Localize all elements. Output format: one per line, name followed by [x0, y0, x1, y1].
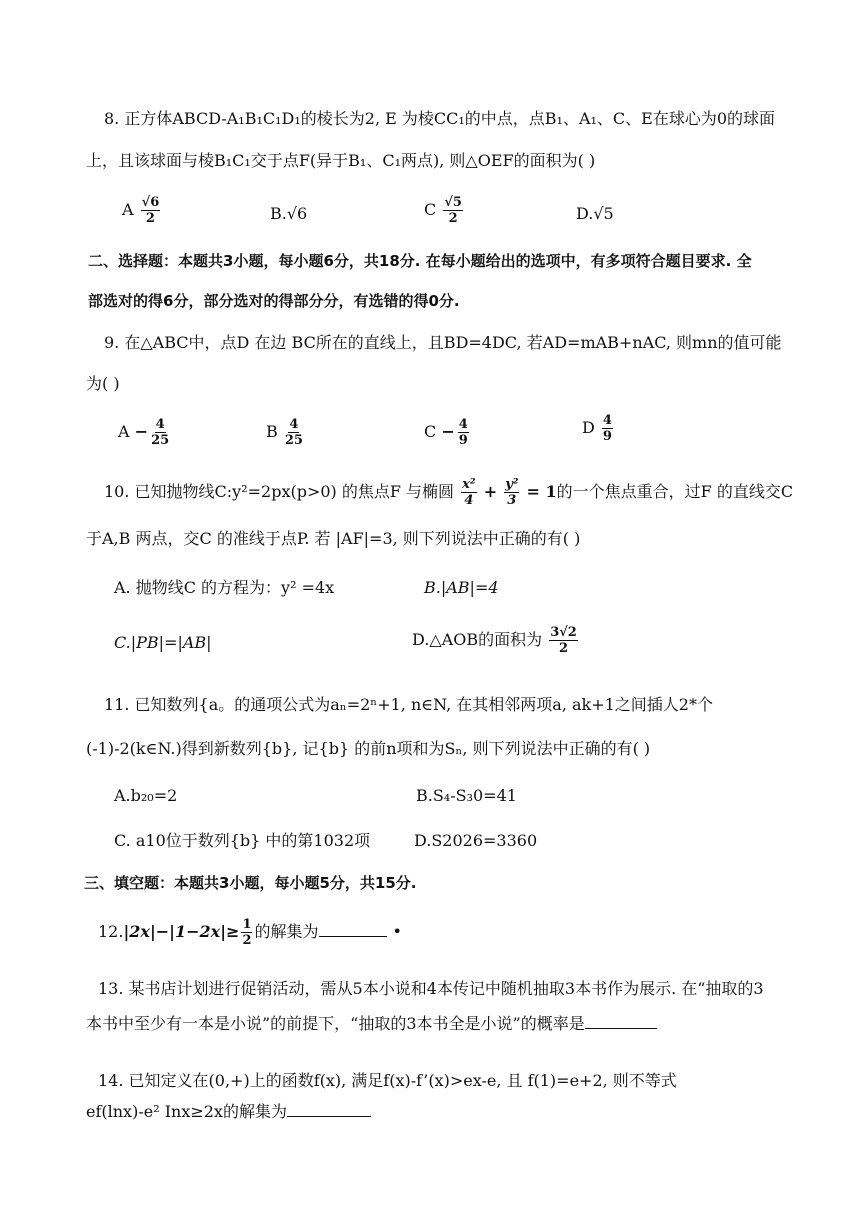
- q12-line: 12.|2x|−|1−2x|≥ $\frac{1}{2}$ 的解集为 •: [98, 917, 402, 948]
- q11-option-d: D.S2026=3360: [414, 831, 538, 850]
- fraction: $\frac{√5}{2}$: [444, 195, 462, 226]
- section2-line1: 二、选择题：本题共3小题，每小题6分，共18分. 在每小题给出的选项中，有多项符合题目要求. 全: [88, 252, 752, 270]
- fraction: $\frac{1}{2}$: [242, 917, 252, 948]
- q9-line1: 9. 在△ABC中，点D 在边 BC所在的直线上，且BD=4DC, 若AD=mAB+nAC, 则mn的值可能: [104, 333, 782, 352]
- ellipse-x-fraction: $\frac{\text{x²}}{4}$: [462, 477, 476, 508]
- answer-blank: [287, 1100, 371, 1117]
- q10-option-c: C.|PB|=|AB|: [114, 633, 212, 652]
- q11-option-a: A.b₂₀=2: [114, 786, 178, 805]
- q11-line2: (-1)-2(k∈N.)得到新数列{b}, 记{b} 的前n项和为Sₙ, 则下列说法中正确的有( ): [86, 739, 651, 758]
- answer-blank: [585, 1012, 657, 1029]
- q9-line2: 为( ): [86, 374, 120, 393]
- q8-option-c: [424, 196, 465, 225]
- fraction: $\frac{4}{9}$: [458, 417, 468, 448]
- fraction: $\frac{3√2}{2}$: [550, 625, 577, 656]
- q10-option-a: A. 抛物线C 的方程为：y² =4x: [114, 578, 335, 597]
- q10-option-b: B.|AB|=4: [424, 578, 499, 597]
- section3-heading: 三、填空题：本题共3小题，每小题5分，共15分.: [84, 874, 417, 892]
- q9-option-d: D $\frac{4}{9}$: [582, 413, 612, 444]
- q8-option-b: B.√6: [270, 204, 308, 223]
- q8-line2: 上，且该球面与棱B₁C₁交于点F(异于B₁、C₁两点), 则△OEF的面积为( ): [86, 151, 596, 170]
- q8-option-a: [122, 196, 162, 225]
- fraction: $\frac{4}{9}$: [602, 413, 612, 444]
- q9-option-b: B $\frac{4}{25}$: [266, 417, 303, 448]
- q10-line1: 10. 已知抛物线C:y²=2px(p>0) 的焦点F 与椭圆 $\frac{\text{x²}}{4}$ + $\frac{\text{y²}}{3}$ = 1的一个焦点重合，过F 的直线交C: [104, 477, 794, 508]
- q8-line1: 8. 正方体ABCD-A₁B₁C₁D₁的棱长为2, E 为棱CC₁的中点，点B₁、A₁、C、E在球心为0的球面: [104, 109, 776, 128]
- q13-line1: 13. 某书店计划进行促销活动，需从5本小说和4本传记中随机抽取3本书作为展示. 在“抽取的3: [98, 979, 764, 998]
- fraction: $\frac{4}{25}$: [151, 417, 170, 448]
- fraction: $\frac{4}{25}$: [284, 417, 303, 448]
- q9-option-a: A − $\frac{4}{25}$: [118, 417, 170, 448]
- q14-line1: 14. 已知定义在(0,+)上的函数f(x), 满足f(x)-f’(x)>ex-e, 且 f(1)=e+2, 则不等式: [98, 1071, 677, 1090]
- q10-line2: 于A,B 两点，交C 的准线于点P. 若 |AF|=3, 则下列说法中正确的有( ): [86, 529, 581, 548]
- q11-line1: 11. 已知数列{a。的通项公式为aₙ=2ⁿ+1, n∈N, 在其相邻两项a, ak+1之间插人2*个: [104, 695, 713, 714]
- fraction: $\frac{√6}{2}$: [141, 195, 160, 226]
- q8-option-d: D.√5: [576, 204, 614, 223]
- option-label: C: [424, 200, 437, 219]
- ellipse-y-fraction: $\frac{\text{y²}}{3}$: [505, 477, 519, 508]
- q10-option-d: D.△AOB的面积为 $\frac{3√2}{2}$: [412, 625, 577, 656]
- q11-option-c: C. a10位于数列{b} 中的第1032项: [114, 831, 371, 850]
- q9-option-c: C − $\frac{4}{9}$: [424, 417, 468, 448]
- answer-blank: [319, 920, 387, 937]
- q11-option-b: B.S₄-S₃0=41: [416, 786, 517, 805]
- q13-line2: 本书中至少有一本是小说”的前提下，“抽取的3本书全是小说”的概率是: [86, 1012, 657, 1035]
- section2-line2: 部选对的得6分，部分选对的得部分分，有选错的得0分.: [88, 292, 460, 310]
- option-label: A: [122, 200, 134, 219]
- q14-line2: ef(lnx)-e² Inx≥2x的解集为: [86, 1100, 371, 1123]
